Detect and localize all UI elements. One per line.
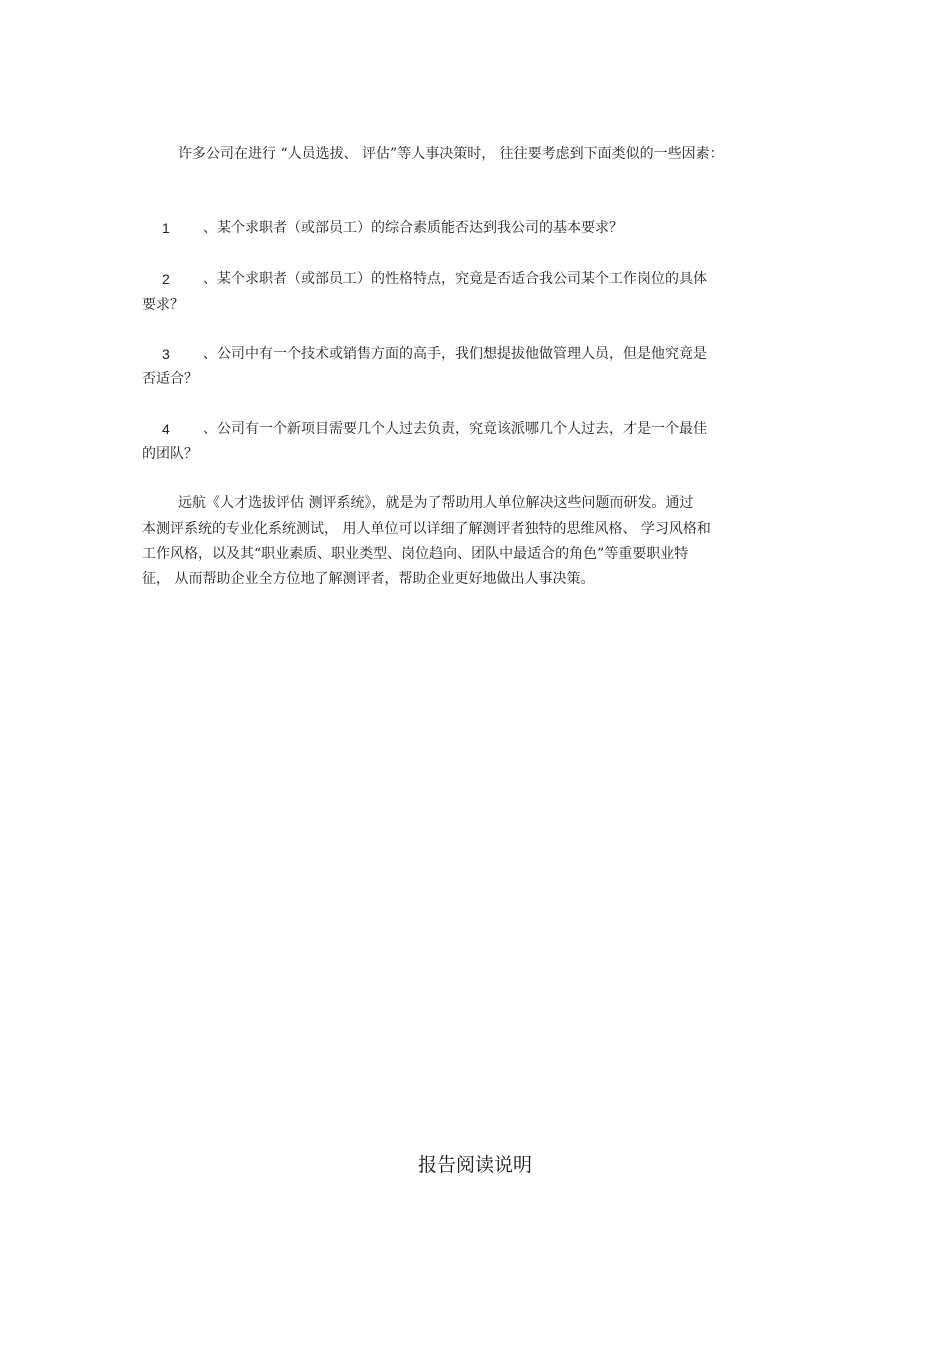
item-text-line: 、某个求职者（或部员工）的性格特点，究竟是否适合我公司某个工作岗位的具体 — [203, 271, 707, 287]
description-line: 征， 从而帮助企业全方位地了解测评者，帮助企业更好地做出人事决策。 — [142, 571, 595, 587]
section-heading: 报告阅读说明 — [417, 1154, 532, 1176]
item-text-line: 、某个求职者（或部员工）的综合素质能否达到我公司的基本要求？ — [203, 220, 623, 236]
item-text-line: 的团队？ — [142, 446, 198, 462]
item-number: 1 — [162, 220, 170, 236]
item-number: 4 — [162, 421, 170, 437]
description-line: 远航《人才选拔评估 测评系统》，就是为了帮助用人单位解决这些问题而研发。通过 — [178, 495, 694, 511]
item-number: 2 — [162, 271, 170, 287]
description-line: 本测评系统的专业化系统测试， 用人单位可以详细了解测评者独特的思维风格、 学习风格和 — [142, 521, 711, 537]
item-text-line: 要求？ — [142, 297, 184, 313]
item-text-line: 、公司中有一个技术或销售方面的高手，我们想提拔他做管理人员，但是他究竟是 — [203, 346, 707, 362]
intro-paragraph: 许多公司在进行 “人员选拔、 评估”等人事决策时， 往往要考虑到下面类似的一些因素： — [178, 146, 724, 162]
item-text-line: 否适合？ — [142, 371, 198, 387]
description-line: 工作风格，以及其“职业素质、职业类型、岗位趋向、团队中最适合的角色”等重要职业特 — [142, 546, 689, 562]
item-text-line: 、公司有一个新项目需要几个人过去负责，究竟该派哪几个人过去，才是一个最佳 — [203, 421, 707, 437]
item-number: 3 — [162, 346, 170, 362]
